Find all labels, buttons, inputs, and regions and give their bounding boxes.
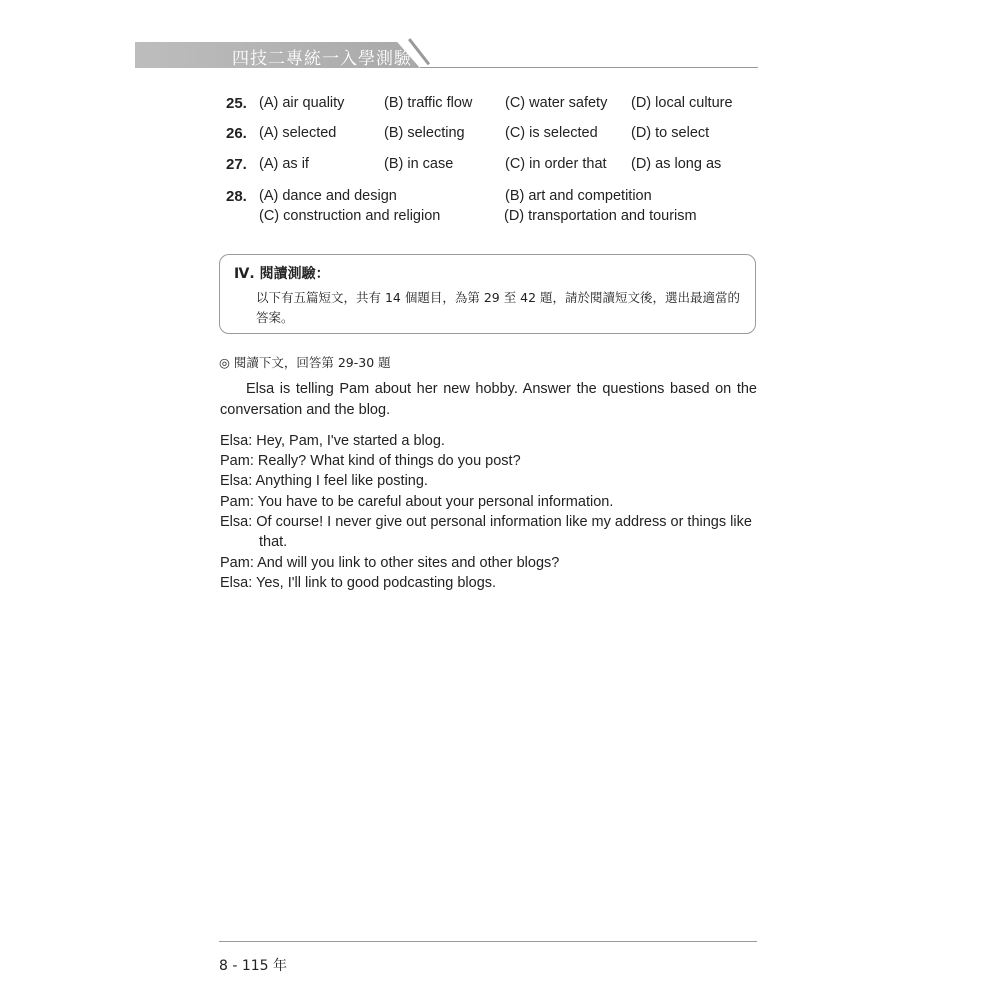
option-c: (C) in order that <box>505 156 607 172</box>
dialogue-line: Elsa: Yes, I'll link to good podcasting blogs. <box>220 575 497 591</box>
question-number: 28. <box>226 188 247 205</box>
option-a: (A) as if <box>259 156 309 172</box>
section-instruction-box <box>219 254 756 334</box>
question-number: 25. <box>226 95 247 112</box>
option-a: (A) selected <box>259 125 337 141</box>
option-c: (C) is selected <box>505 125 598 141</box>
option-d: (D) to select <box>631 125 710 141</box>
question-number: 26. <box>226 125 247 142</box>
dialogue-line: Pam: And will you link to other sites and other blogs? <box>220 555 560 571</box>
reading-instruction: ◎ 閱讀下文，回答第 29-30 題 <box>219 355 391 370</box>
option-a: (A) air quality <box>259 95 345 111</box>
option-c: (C) water safety <box>505 95 608 111</box>
option-b: (B) traffic flow <box>384 95 473 111</box>
option-b: (B) selecting <box>384 125 465 141</box>
dialogue-line: Elsa: Anything I feel like posting. <box>220 473 428 489</box>
option-a: (A) dance and design <box>259 188 397 204</box>
dialogue-line: Elsa: Hey, Pam, I've started a blog. <box>220 433 445 449</box>
option-b: (B) in case <box>384 156 454 172</box>
option-c: (C) construction and religion <box>259 208 441 224</box>
option-b: (B) art and competition <box>505 188 652 204</box>
footer-rule <box>219 941 757 942</box>
dialogue-line: Pam: You have to be careful about your personal information. <box>220 494 614 510</box>
page-number: 8 - 115 年 <box>219 958 288 974</box>
passage-intro: Elsa is telling Pam about her new hobby. Answer the questions based on the conversation and the blog. <box>220 381 757 418</box>
header-rule <box>420 67 758 68</box>
dialogue-line: Elsa: Of course! I never give out personal information like my address or things like that. <box>220 514 752 550</box>
page-header-title: 四技二專統一入學測驗 <box>232 49 412 69</box>
section-title: Ⅳ. 閱讀測驗： <box>234 266 330 282</box>
question-number: 27. <box>226 156 247 173</box>
option-d: (D) as long as <box>631 156 722 172</box>
section-text: 以下有五篇短文，共有 14 個題目，為第 29 至 42 題，請於閱讀短文後，選出最適當的答案。 <box>256 290 741 325</box>
dialogue-line: Pam: Really? What kind of things do you post? <box>220 453 521 469</box>
option-d: (D) transportation and tourism <box>504 208 697 224</box>
option-d: (D) local culture <box>631 95 733 111</box>
